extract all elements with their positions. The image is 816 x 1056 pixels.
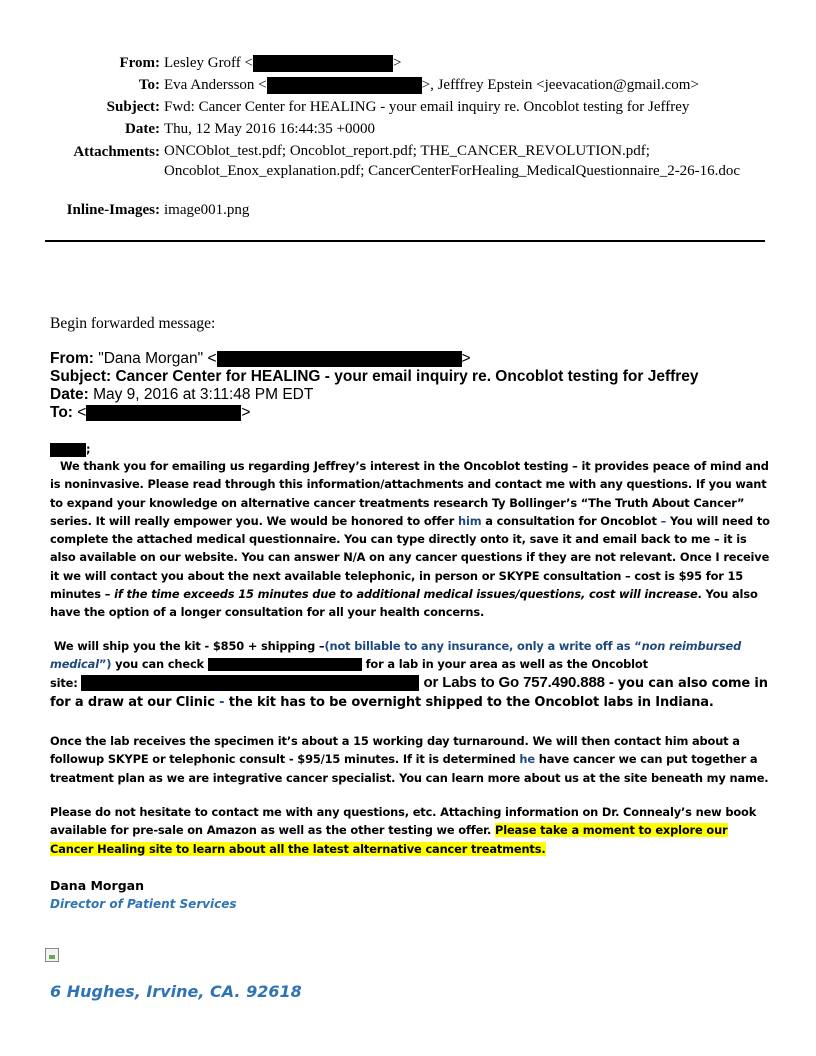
fwd-to-row xyxy=(50,404,250,422)
fwd-date-label: Date: xyxy=(50,386,89,403)
p1-italic: if the time exceeds 15 minutes due to additional medical issues/questions, cost will increase xyxy=(114,587,698,602)
p2-text-c: for a lab in your area as well as the Oncoblot xyxy=(361,657,648,672)
p3-he: he xyxy=(519,752,535,767)
broken-image-icon[interactable] xyxy=(45,948,59,962)
subject-row xyxy=(0,96,816,118)
fwd-from-close: > xyxy=(461,350,471,367)
paragraph-1 xyxy=(50,457,770,622)
redacted-link xyxy=(208,658,362,671)
greeting-end: ; xyxy=(86,442,91,456)
redacted-email xyxy=(86,405,241,421)
greeting xyxy=(50,440,770,458)
paragraph-4-text xyxy=(50,803,770,858)
inline-images-row xyxy=(0,199,816,221)
p3-text-a: Once the lab receives the specimen it’s about a 15 working day turnaround. We will then contact him about a followup SKYPE or telephonic consult - $95/15 minutes. If it is determined xyxy=(50,734,740,767)
fwd-to-close: > xyxy=(241,404,251,421)
paragraph-2-text xyxy=(50,637,770,712)
attachments-value[interactable]: ONCOblot_test.pdf; Oncoblot_report.pdf; THE_CANCER_REVOLUTION.pdf; Oncoblot_Enox_explanation.pdf; CancerCenterForHealing_MedicalQuestionnaire_2-26-16.doc xyxy=(164,143,741,179)
paragraph-2 xyxy=(50,637,770,712)
date-label: Date: xyxy=(125,121,160,137)
p2-text-d: you can also come in for a draw at our Clinic xyxy=(50,675,768,710)
to-value xyxy=(164,74,764,96)
subject-value: Fwd: Cancer Center for HEALING - your email inquiry re. Oncoblot testing for Jeffrey xyxy=(164,99,690,115)
subject-label: Subject: xyxy=(106,99,160,115)
signature-name: Dana Morgan xyxy=(50,878,144,893)
p2-text-b: you can check xyxy=(111,657,208,672)
p1-text-a: We thank you for emailing us regarding Jeffrey’s interest in the Oncoblot testing – it provides peace of mind and is noninvasive. Please read through this information/attachments and contact me with any questions. If you want to expand your knowledge on alternative cancer treatments research Ty Bollinger’s “The Truth About Cancer” series. It will really empower you. We would be honored to offer xyxy=(50,459,769,528)
p2-text-e: the kit has to be overnight shipped to the Oncoblot labs in Indiana. xyxy=(224,694,714,710)
header-divider xyxy=(45,240,765,242)
from-label: From: xyxy=(119,55,160,71)
p2-blue-italic: non reimbursed medical xyxy=(50,639,742,672)
p1-text-b: a consultation for Oncoblot xyxy=(481,513,661,528)
p2-blue-a: (not billable to any insurance, only a write off as “ xyxy=(324,639,642,653)
redacted-link xyxy=(81,675,419,691)
from-row xyxy=(0,52,816,74)
redacted-email xyxy=(253,55,393,72)
redacted-email xyxy=(267,77,422,94)
fwd-from-label: From: xyxy=(50,350,94,367)
from-value xyxy=(164,52,764,74)
p1-text-c: You will need to complete the attached medical questionnaire. You can type directly onto it, save it and email back to me – it is also available on our website. You can answer N/A on any cancer questions if they are not relevant. Once I receive it we will contact you about the next available telephonic, in person or SKYPE consultation – cost is $95 for 15 minutes – xyxy=(50,513,770,602)
paragraph-3-text xyxy=(50,732,770,787)
to-rest: >, Jefffrey Epstein <jeevacation@gmail.com> xyxy=(421,77,699,93)
paragraph-1-text xyxy=(50,457,770,622)
fwd-from-value: "Dana Morgan" < xyxy=(98,350,217,367)
fwd-to-open: < xyxy=(77,404,87,421)
fwd-subject-row xyxy=(50,368,699,386)
p1-him: him xyxy=(458,513,482,528)
p1-text-d: . You also have the option of a longer consultation for all your health concerns. xyxy=(50,587,758,620)
p4-highlight: Please take a moment to explore our Cancer Healing site to learn about all the latest alternative cancer treatments. xyxy=(50,823,728,856)
redacted-name xyxy=(50,443,86,457)
fwd-date-value: May 9, 2016 at 3:11:48 PM EDT xyxy=(93,386,314,403)
fwd-to-label: To: xyxy=(50,404,73,421)
to-row xyxy=(0,74,816,96)
p1-dash: – xyxy=(660,513,667,528)
signature-title: Director of Patient Services xyxy=(50,897,237,911)
p2-blue-b: ”) xyxy=(98,657,112,672)
fwd-subject-value: Cancer Center for HEALING - your email inquiry re. Oncoblot testing for Jeffrey xyxy=(115,368,699,385)
attachments-row xyxy=(0,141,816,201)
date-row xyxy=(0,118,816,140)
attachments-label: Attachments: xyxy=(73,144,160,160)
redacted-email xyxy=(217,351,462,367)
p4-text-a: Please do not hesitate to contact me with any questions, etc. Attaching information on Dr. Connealy’s new book available for pre-sale on Amazon as well as the other testing we offer xyxy=(50,805,757,838)
signature-address: 6 Hughes, Irvine, CA. 92618 xyxy=(50,982,302,1001)
paragraph-4 xyxy=(50,803,770,858)
from-close: > xyxy=(393,55,402,71)
inline-images-label: Inline-Images: xyxy=(66,202,160,218)
inline-images-value[interactable]: image001.png xyxy=(164,202,250,218)
paragraph-3 xyxy=(50,732,770,787)
fwd-from-row xyxy=(50,350,471,368)
p4-text-b: . xyxy=(487,823,496,838)
to-label: To: xyxy=(138,77,160,93)
p3-text-b: have cancer we can put together a treatment plan as we are integrative cancer specialist. You can learn more about us at the site beneath my name. xyxy=(50,752,769,785)
p2-site: site: xyxy=(50,675,82,690)
from-name: Lesley Groff < xyxy=(164,55,253,71)
fwd-date-row xyxy=(50,386,313,404)
date-value: Thu, 12 May 2016 16:44:35 +0000 xyxy=(164,121,375,137)
p2-text-a: We will ship you the kit - $850 + shipping – xyxy=(53,639,325,653)
forwarded-intro: Begin forwarded message: xyxy=(50,315,216,332)
p2-dash: - xyxy=(219,694,225,710)
p2-labs: or Labs to Go 757.490.888 - xyxy=(419,673,618,691)
to-name: Eva Andersson < xyxy=(164,77,267,93)
fwd-subject-label: Subject: xyxy=(50,368,112,385)
